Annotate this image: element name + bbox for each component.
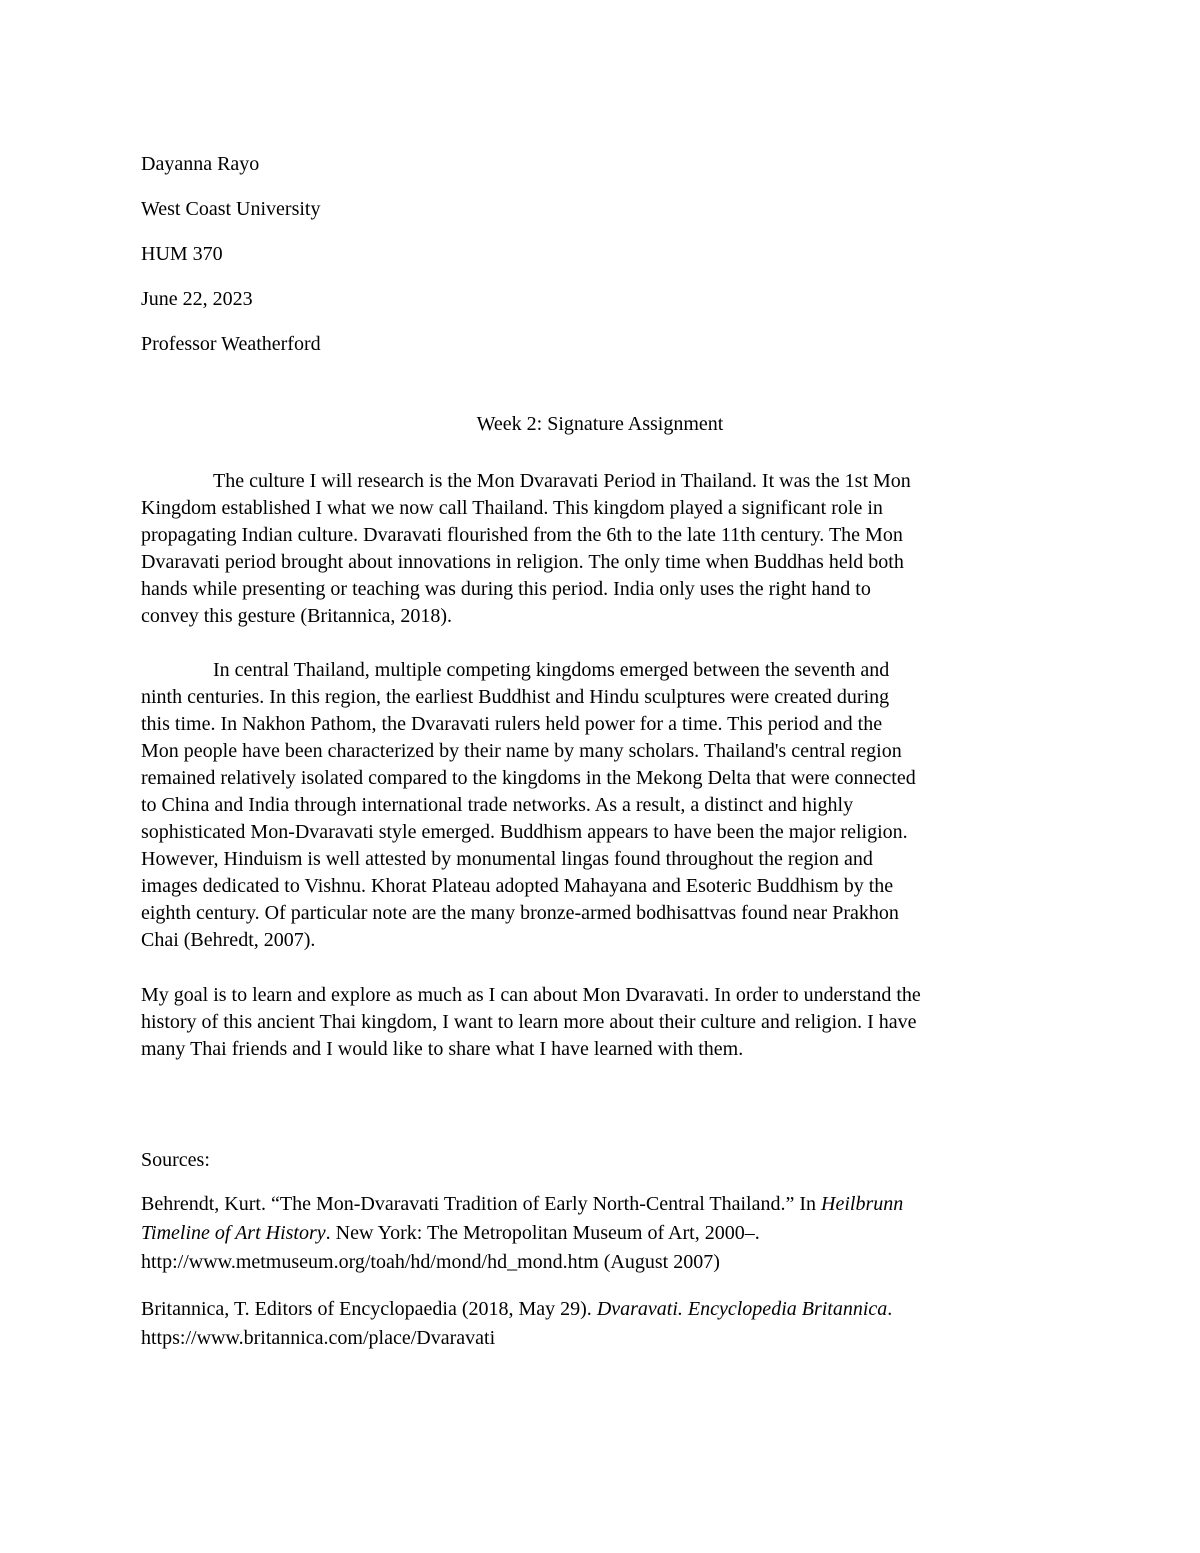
sources-heading: Sources: <box>141 1149 210 1171</box>
paragraph-2 <box>141 657 1061 954</box>
paragraph-line: this time. In Nakhon Pathom, the Dvaravati rulers held power for a time. This period and the <box>141 713 883 735</box>
paragraph-line: Chai (Behredt, 2007). <box>141 929 316 951</box>
document-title: Week 2: Signature Assignment <box>476 413 724 435</box>
paragraph-line: eighth century. Of particular note are the many bronze-armed bodhisattvas found near Prakhon <box>141 902 899 924</box>
citation-line: Timeline of Art History. New York: The Metropolitan Museum of Art, 2000–. <box>141 1222 760 1244</box>
citation-url[interactable]: http://www.metmuseum.org/toah/hd/mond/hd_mond.htm (August 2007) <box>141 1251 720 1273</box>
paragraph-3 <box>141 982 1076 1063</box>
paragraph-line: In central Thailand, multiple competing kingdoms emerged between the seventh and <box>213 659 890 681</box>
assignment-date: June 22, 2023 <box>141 288 253 310</box>
paragraph-line: convey this gesture (Britannica, 2018). <box>141 605 453 627</box>
course-code: HUM 370 <box>141 243 223 265</box>
citation-url[interactable]: https://www.britannica.com/place/Dvaravati <box>141 1327 496 1349</box>
paragraph-line: Mon people have been characterized by their name by many scholars. Thailand's central region <box>141 740 902 762</box>
paragraph-line: images dedicated to Vishnu. Khorat Plateau adopted Mahayana and Esoteric Buddhism by the <box>141 875 894 897</box>
paragraph-line: Dvaravati period brought about innovations in religion. The only time when Buddhas held both <box>141 551 904 573</box>
paragraph-line: many Thai friends and I would like to share what I have learned with them. <box>141 1038 744 1060</box>
paragraph-line: hands while presenting or teaching was during this period. India only uses the right hand to <box>141 578 871 600</box>
paragraph-line: history of this ancient Thai kingdom, I want to learn more about their culture and religion. I have <box>141 1011 917 1033</box>
school-name: West Coast University <box>141 198 321 220</box>
paragraph-line: Kingdom established I what we now call Thailand. This kingdom played a significant role in <box>141 497 883 519</box>
citation-line: Behrendt, Kurt. “The Mon-Dvaravati Tradition of Early North-Central Thailand.” In Heilbrunn <box>141 1193 904 1215</box>
paragraph-line: The culture I will research is the Mon Dvaravati Period in Thailand. It was the 1st Mon <box>213 470 911 492</box>
paragraph-line: My goal is to learn and explore as much as I can about Mon Dvaravati. In order to understand the <box>141 984 921 1006</box>
header-block <box>141 142 321 367</box>
paragraph-line: However, Hinduism is well attested by monumental lingas found throughout the region and <box>141 848 873 870</box>
paragraph-line: remained relatively isolated compared to the kingdoms in the Mekong Delta that were connected <box>141 767 916 789</box>
citation-behrendt <box>141 1190 903 1277</box>
paragraph-line: propagating Indian culture. Dvaravati flourished from the 6th to the late 11th century. The Mon <box>141 524 903 546</box>
citation-britannica <box>141 1295 892 1353</box>
author-name: Dayanna Rayo <box>141 153 260 175</box>
paragraph-line: sophisticated Mon-Dvaravati style emerged. Buddhism appears to have been the major religion. <box>141 821 908 843</box>
paragraph-1 <box>141 468 1061 630</box>
paragraph-line: ninth centuries. In this region, the earliest Buddhist and Hindu sculptures were created during <box>141 686 890 708</box>
paragraph-line: to China and India through international trade networks. As a result, a distinct and highly <box>141 794 854 816</box>
professor-name: Professor Weatherford <box>141 333 321 355</box>
citation-line: Britannica, T. Editors of Encyclopaedia (2018, May 29). Dvaravati. Encyclopedia Britannica. <box>141 1298 893 1320</box>
